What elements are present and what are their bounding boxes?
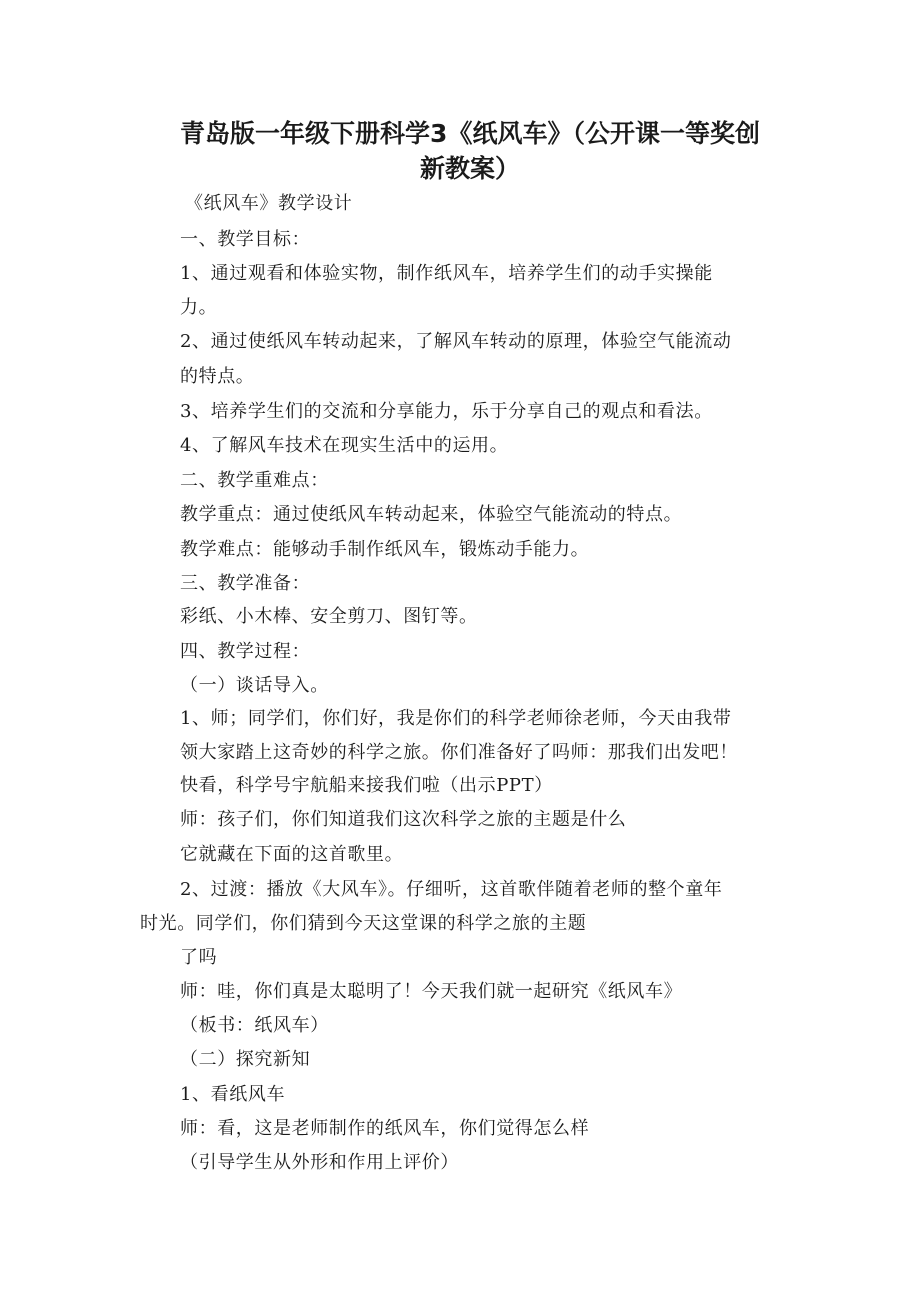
paragraph-line: （引导学生从外形和作用上评价） <box>180 1152 459 1173</box>
section-heading-key-points: 二、教学重难点： <box>180 470 329 491</box>
paragraph-line: 师：哇，你们真是太聪明了！今天我们就一起研究《纸风车》 <box>180 981 683 1002</box>
paragraph-line: 的特点。 <box>180 366 255 387</box>
paragraph-line: 1、师；同学们，你们好，我是你们的科学老师徐老师，今天由我带 <box>180 708 732 729</box>
paragraph-line: 它就藏在下面的这首歌里。 <box>180 844 404 865</box>
paragraph-line: 领大家踏上这奇妙的科学之旅。你们准备好了吗师：那我们出发吧！ <box>180 742 738 763</box>
paragraph-line: 2、过渡：播放《大风车》。仔细听，这首歌伴随着老师的整个童年 <box>180 879 723 900</box>
paragraph-line: 4、了解风车技术在现实生活中的运用。 <box>180 435 509 456</box>
document-title-line-2: 新教案） <box>419 154 520 183</box>
paragraph-line: 教学难点：能够动手制作纸风车，锻炼动手能力。 <box>180 539 590 560</box>
section-heading-process: 四、教学过程： <box>180 641 311 662</box>
subsection-heading-intro: （一）谈话导入。 <box>180 675 329 696</box>
section-heading-design: 《纸风车》教学设计 <box>185 193 353 214</box>
subsection-heading-explore: （二）探究新知 <box>180 1049 311 1070</box>
paragraph-line: 2、通过使纸风车转动起来，了解风车转动的原理，体验空气能流动 <box>180 331 732 352</box>
paragraph-line: 3、培养学生们的交流和分享能力，乐于分享自己的观点和看法。 <box>180 401 713 422</box>
paragraph-line: 1、通过观看和体验实物，制作纸风车，培养学生们的动手实操能 <box>180 263 713 284</box>
paragraph-line: 教学重点：通过使纸风车转动起来，体验空气能流动的特点。 <box>180 504 683 525</box>
paragraph-line: 时光。同学们，你们猜到今天这堂课的科学之旅的主题 <box>140 913 587 934</box>
paragraph-line: 1、看纸风车 <box>180 1084 286 1105</box>
paragraph-line: 了吗 <box>180 947 218 968</box>
document-title-line-1: 青岛版一年级下册科学3《纸风车》（公开课一等奖创 <box>180 119 760 148</box>
section-heading-objectives: 一、教学目标： <box>180 229 311 250</box>
paragraph-line: 力。 <box>180 297 218 318</box>
paragraph-line: （板书：纸风车） <box>180 1015 329 1036</box>
paragraph-line: 彩纸、小木棒、安全剪刀、图钉等。 <box>180 606 478 627</box>
paragraph-line: 师：看，这是老师制作的纸风车，你们觉得怎么样 <box>180 1118 590 1139</box>
paragraph-line: 师：孩子们，你们知道我们这次科学之旅的主题是什么 <box>180 809 627 830</box>
section-heading-preparation: 三、教学准备： <box>180 573 311 594</box>
paragraph-line: 快看，科学号宇航船来接我们啦（出示PPT） <box>180 775 553 796</box>
